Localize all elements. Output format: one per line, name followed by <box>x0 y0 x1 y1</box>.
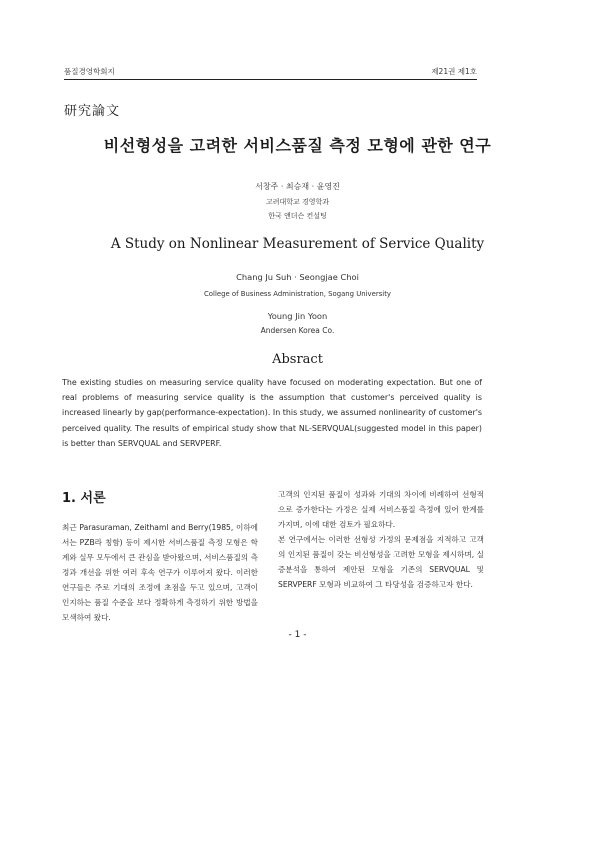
title-english: A Study on Nonlinear Measurement of Service Quality <box>110 236 485 252</box>
affiliation-english-1: College of Business Administration, Sogang University <box>204 290 391 298</box>
intro-paragraph-3: 본 연구에서는 이러한 선형성 가정의 문제점을 지적하고 고객의 인지된 품질이 갖는 비선형성을 고려한 모형을 제시하며, 실증분석을 통하여 제안된 모형을 기존의 SERVQUAL 및 SERVPERF 모형과 비교하여 그 타당성을 검증하고자 한다. <box>278 535 484 589</box>
section-label: 研究論文 <box>64 104 121 119</box>
abstract-heading: Absract <box>272 352 323 367</box>
authors-english-1: Chang Ju Suh · Seongjae Choi <box>236 272 359 282</box>
affiliation-korean-1: 고려대학교 경영학과 <box>265 198 330 206</box>
authors-korean: 서창주 · 최승재 · 윤영진 <box>255 182 340 191</box>
abstract-text: The existing studies on measuring service quality have focused on moderating expectation. But one of real problems of measuring service quality is the assumption that customer's perceived quality is increased linearly by gap(performance-expectation). In this study, we assumed nonlinearity of customer's perceived quality. The results of empirical study show that NL-SERVQUAL(suggested model in this paper) is better than SERVQUAL and SERVPERF. <box>62 378 482 448</box>
authors-english-2: Young Jin Yoon <box>267 311 328 321</box>
header-divider <box>64 79 477 80</box>
affiliation-korean-2: 한국 앤더슨 컨설팅 <box>268 212 327 220</box>
intro-paragraph-1: 최근 Parasuraman, Zeithaml and Berry(1985, 이하에서는 PZB라 칭함) 등이 제시한 서비스품질 측정 모형은 학계와 실무 모두에서 큰 관심을 받아왔으며, 서비스품질의 측정과 개선을 위한 여러 후속 연구가 이루어져 왔다. 이러한 연구들은 주로 기대의 조정에 초점을 두고 있으며, 고객이 인지하는 품질 수준을 보다 정확하게 측정하기 위한 방법을 모색하여 왔다. <box>62 523 258 622</box>
page-number: - 1 - <box>288 630 307 640</box>
body-column-right <box>278 487 484 592</box>
intro-paragraph-2: 고객의 인지된 품질이 성과와 기대의 차이에 비례하여 선형적으로 증가한다는 가정은 실제 서비스품질 측정에 있어 한계를 가지며, 이에 대한 검토가 필요하다. <box>278 490 484 529</box>
affiliation-english-2: Andersen Korea Co. <box>260 326 335 335</box>
journal-name: 품질경영학회지 <box>64 67 115 76</box>
section-heading-introduction: 1. 서론 <box>62 491 106 506</box>
title-korean: 비선형성을 고려한 서비스품질 측정 모형에 관한 연구 <box>103 136 492 155</box>
running-header <box>64 66 477 78</box>
body-column-left <box>62 520 258 625</box>
issue-label: 제21권 제1호 <box>431 67 477 76</box>
